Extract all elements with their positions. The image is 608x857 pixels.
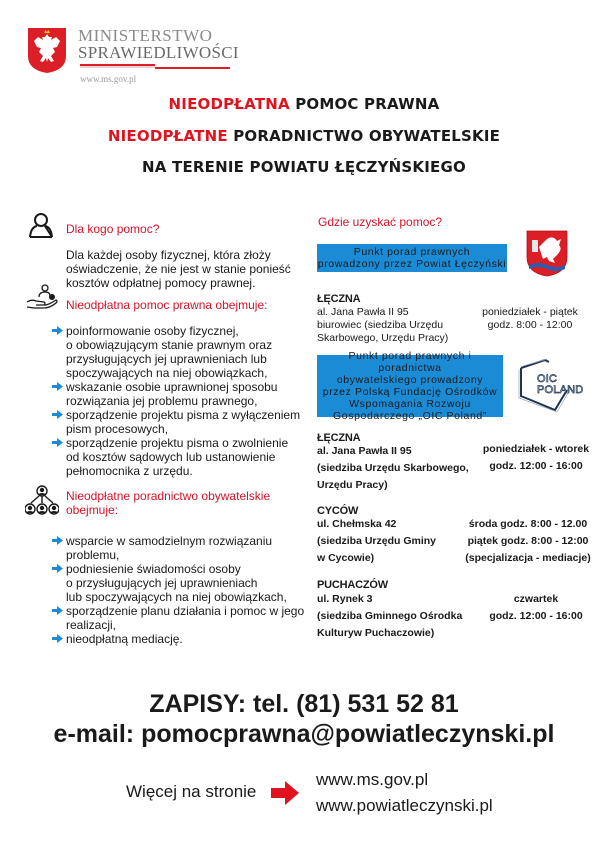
people-network-icon xyxy=(25,485,59,515)
list-item-line: wsparcie w samodzielnym rozwiązaniu xyxy=(66,534,273,548)
list-item xyxy=(52,380,302,408)
address-line: Skarbowego, Urzędu Pracy) xyxy=(317,332,449,344)
address-line: (siedziba Urzędu Gminy xyxy=(317,535,437,547)
who-line: kosztów odpłatnej pomocy prawnej. xyxy=(66,276,256,290)
hours-line: piątek godz. 8:00 - 12:00 xyxy=(467,535,589,547)
title-line-3 xyxy=(0,158,608,176)
location-hours xyxy=(458,516,598,567)
list-item xyxy=(52,604,312,632)
list-item-line: rozwiązania jej problemu prawnego, xyxy=(66,394,258,408)
ministry-url: www.ms.gov.pl xyxy=(80,74,137,84)
address-line: ul. Chełmska 42 xyxy=(317,518,397,530)
info-box-line: Punkt porad prawnych xyxy=(353,246,471,258)
location-city: PUCHACZÓW xyxy=(317,579,388,591)
blue-arrow-icon xyxy=(52,634,63,643)
list-item-line: pełnomocnika z urzędu. xyxy=(66,464,193,478)
hours-line: godz. 12:00 - 16:00 xyxy=(489,460,583,472)
hours-line: czwartek xyxy=(513,593,559,605)
oic-logo-line: OIC xyxy=(537,373,558,385)
list-item-line: o obowiązującym stanie prawnym oraz xyxy=(66,338,273,352)
info-box-line: przez Polską Fundację Ośrodków xyxy=(322,386,498,398)
list-item-line: realizacji, xyxy=(66,618,117,632)
list-item xyxy=(52,408,302,436)
hours-line: poniedziałek - piątek xyxy=(482,306,578,318)
location-address xyxy=(317,443,469,494)
who-heading: Dla kogo pomoc? xyxy=(66,222,160,236)
hours-line: (specjalizacja - mediacje) xyxy=(465,552,591,564)
list-item-line: przysługujących jej uprawnieniach lub xyxy=(66,352,267,366)
hours-line: godz. 12:00 - 16:00 xyxy=(489,610,583,622)
blue-arrow-icon xyxy=(52,382,63,391)
list-item-line: sporządzenie projektu pisma z wyłączeniem xyxy=(66,408,301,422)
address-line: al. Jana Pawła II 95 xyxy=(317,445,412,457)
address-line: al. Jana Pawła II 95 xyxy=(317,306,409,318)
list-item xyxy=(52,632,312,646)
civic-heading-line: Nieodpłatne poradnictwo obywatelskie xyxy=(66,489,271,503)
hours-line: środa godz. 8:00 - 12.00 xyxy=(468,518,588,530)
list-item-line: podniesienie świadomości osoby xyxy=(66,562,241,576)
list-item-line: wskazanie osobie uprawnionej sposobu xyxy=(66,380,278,394)
location-address xyxy=(317,591,462,642)
location-address xyxy=(317,306,448,345)
title-red-part: NIEODPŁATNE xyxy=(107,127,228,145)
hand-with-person-icon xyxy=(26,284,60,310)
info-box-line: obywatelskiego prowadzony xyxy=(336,374,484,386)
ministry-logo xyxy=(26,24,246,84)
blue-arrow-icon xyxy=(52,564,63,573)
list-item-line: poinformowanie osoby fizycznej, xyxy=(66,324,239,338)
link-ms-gov[interactable]: www.ms.gov.pl xyxy=(316,770,429,789)
list-item-line: lub spoczywających na niej obowiązkach, xyxy=(66,590,287,604)
who-description xyxy=(66,248,291,290)
list-item-line: o przysługujących jej uprawnieniach xyxy=(66,576,258,590)
title-line-2 xyxy=(0,127,608,145)
powiat-coat-of-arms-icon xyxy=(525,229,569,277)
registration-phone: ZAPISY: tel. (81) 531 52 81 xyxy=(149,690,459,718)
blue-arrow-icon xyxy=(52,606,63,615)
list-item xyxy=(52,324,302,380)
list-item xyxy=(52,436,302,478)
list-item-line: nieodpłatną mediację. xyxy=(66,632,183,646)
info-box-powiat xyxy=(317,244,507,272)
list-item-line: spoczywających na niej obowiązkach, xyxy=(66,366,268,380)
info-box-line: Gospodarczego „OIC Poland” xyxy=(333,410,487,422)
list-item xyxy=(52,562,312,604)
red-arrow-icon xyxy=(271,781,299,805)
ministry-name-line1: MINISTERSTWO xyxy=(78,26,213,45)
info-box-line: Punkt porad prawnych i poradnictwa xyxy=(348,350,472,374)
title-line-1 xyxy=(0,95,608,113)
title-black-part: PORADNICTWO OBYWATELSKIE xyxy=(227,127,501,145)
oic-logo-text xyxy=(537,374,583,396)
list-item-line: od kosztów sądowych lub ustanowienie xyxy=(66,450,276,464)
location-city: ŁĘCZNA xyxy=(317,432,361,444)
list-item-line: problemu, xyxy=(66,548,120,562)
civic-list xyxy=(52,534,312,646)
ministry-name-line2: SPRAWIEDLIWOŚCI xyxy=(78,43,239,62)
location-hours xyxy=(474,591,598,625)
where-heading: Gdzie uzyskać pomoc? xyxy=(318,215,443,229)
location-city: ŁĘCZNA xyxy=(317,293,361,305)
hours-line: godz. 8:00 - 12:00 xyxy=(487,319,573,331)
blue-arrow-icon xyxy=(52,438,63,447)
address-line: Kulturyw Puchaczowie) xyxy=(317,627,435,639)
list-item-line: sporządzenie planu działania i pomoc w jego xyxy=(66,604,305,618)
legal-aid-list xyxy=(52,324,302,478)
civic-heading xyxy=(66,489,270,517)
address-line: w Cycowie) xyxy=(317,552,375,564)
who-line: oświadczenie, że nie jest w stanie ponieść xyxy=(66,262,291,276)
who-line: Dla każdej osoby fizycznej, która złoży xyxy=(66,248,271,262)
blue-arrow-icon xyxy=(52,326,63,335)
list-item-line: pism procesowych, xyxy=(66,422,169,436)
list-item-line: sporządzenie projektu pisma o zwolnienie xyxy=(66,436,289,450)
list-item xyxy=(52,534,312,562)
legal-aid-heading: Nieodpłatna pomoc prawna obejmuje: xyxy=(66,298,268,312)
blue-arrow-icon xyxy=(52,410,63,419)
oic-poland-logo xyxy=(515,358,595,414)
flag-ribbon xyxy=(80,64,230,70)
location-hours xyxy=(460,306,600,332)
location-hours xyxy=(474,441,598,475)
info-box-line: Wspomagania Rozwoju xyxy=(349,398,471,410)
more-info-label: Więcej na stronie xyxy=(126,782,257,801)
info-box-line: prowadzony przez Powiat Łęczyński xyxy=(317,258,507,270)
registration-email-link[interactable]: e-mail: pomocprawna@powiatleczynski.pl xyxy=(53,720,555,748)
oic-logo-line: POLAND xyxy=(537,384,584,396)
location-address xyxy=(317,516,436,567)
address-line: (siedziba Urzędu Skarbowego, xyxy=(317,462,469,474)
address-line: (siedziba Gminnego Ośrodka xyxy=(317,610,463,622)
location-city: CYCÓW xyxy=(317,505,359,517)
address-line: biurowiec (siedziba Urzędu xyxy=(317,319,444,331)
polish-eagle-icon xyxy=(26,26,68,74)
address-line: ul. Rynek 3 xyxy=(317,593,373,605)
title-black-part: POMOC PRAWNA xyxy=(289,95,440,113)
person-outline-icon xyxy=(28,212,54,238)
address-line: Urzędu Pracy) xyxy=(317,479,388,491)
blue-arrow-icon xyxy=(52,536,63,545)
title-black-part: NA TERENIE POWIATU ŁĘCZYŃSKIEGO xyxy=(142,158,466,176)
title-red-part: NIEODPŁATNA xyxy=(168,95,290,113)
civic-heading-line: obejmuje: xyxy=(66,503,119,517)
hours-line: poniedziałek - wtorek xyxy=(482,443,590,455)
info-box-oic xyxy=(317,350,503,422)
link-powiat-leczynski[interactable]: www.powiatleczynski.pl xyxy=(316,796,493,815)
